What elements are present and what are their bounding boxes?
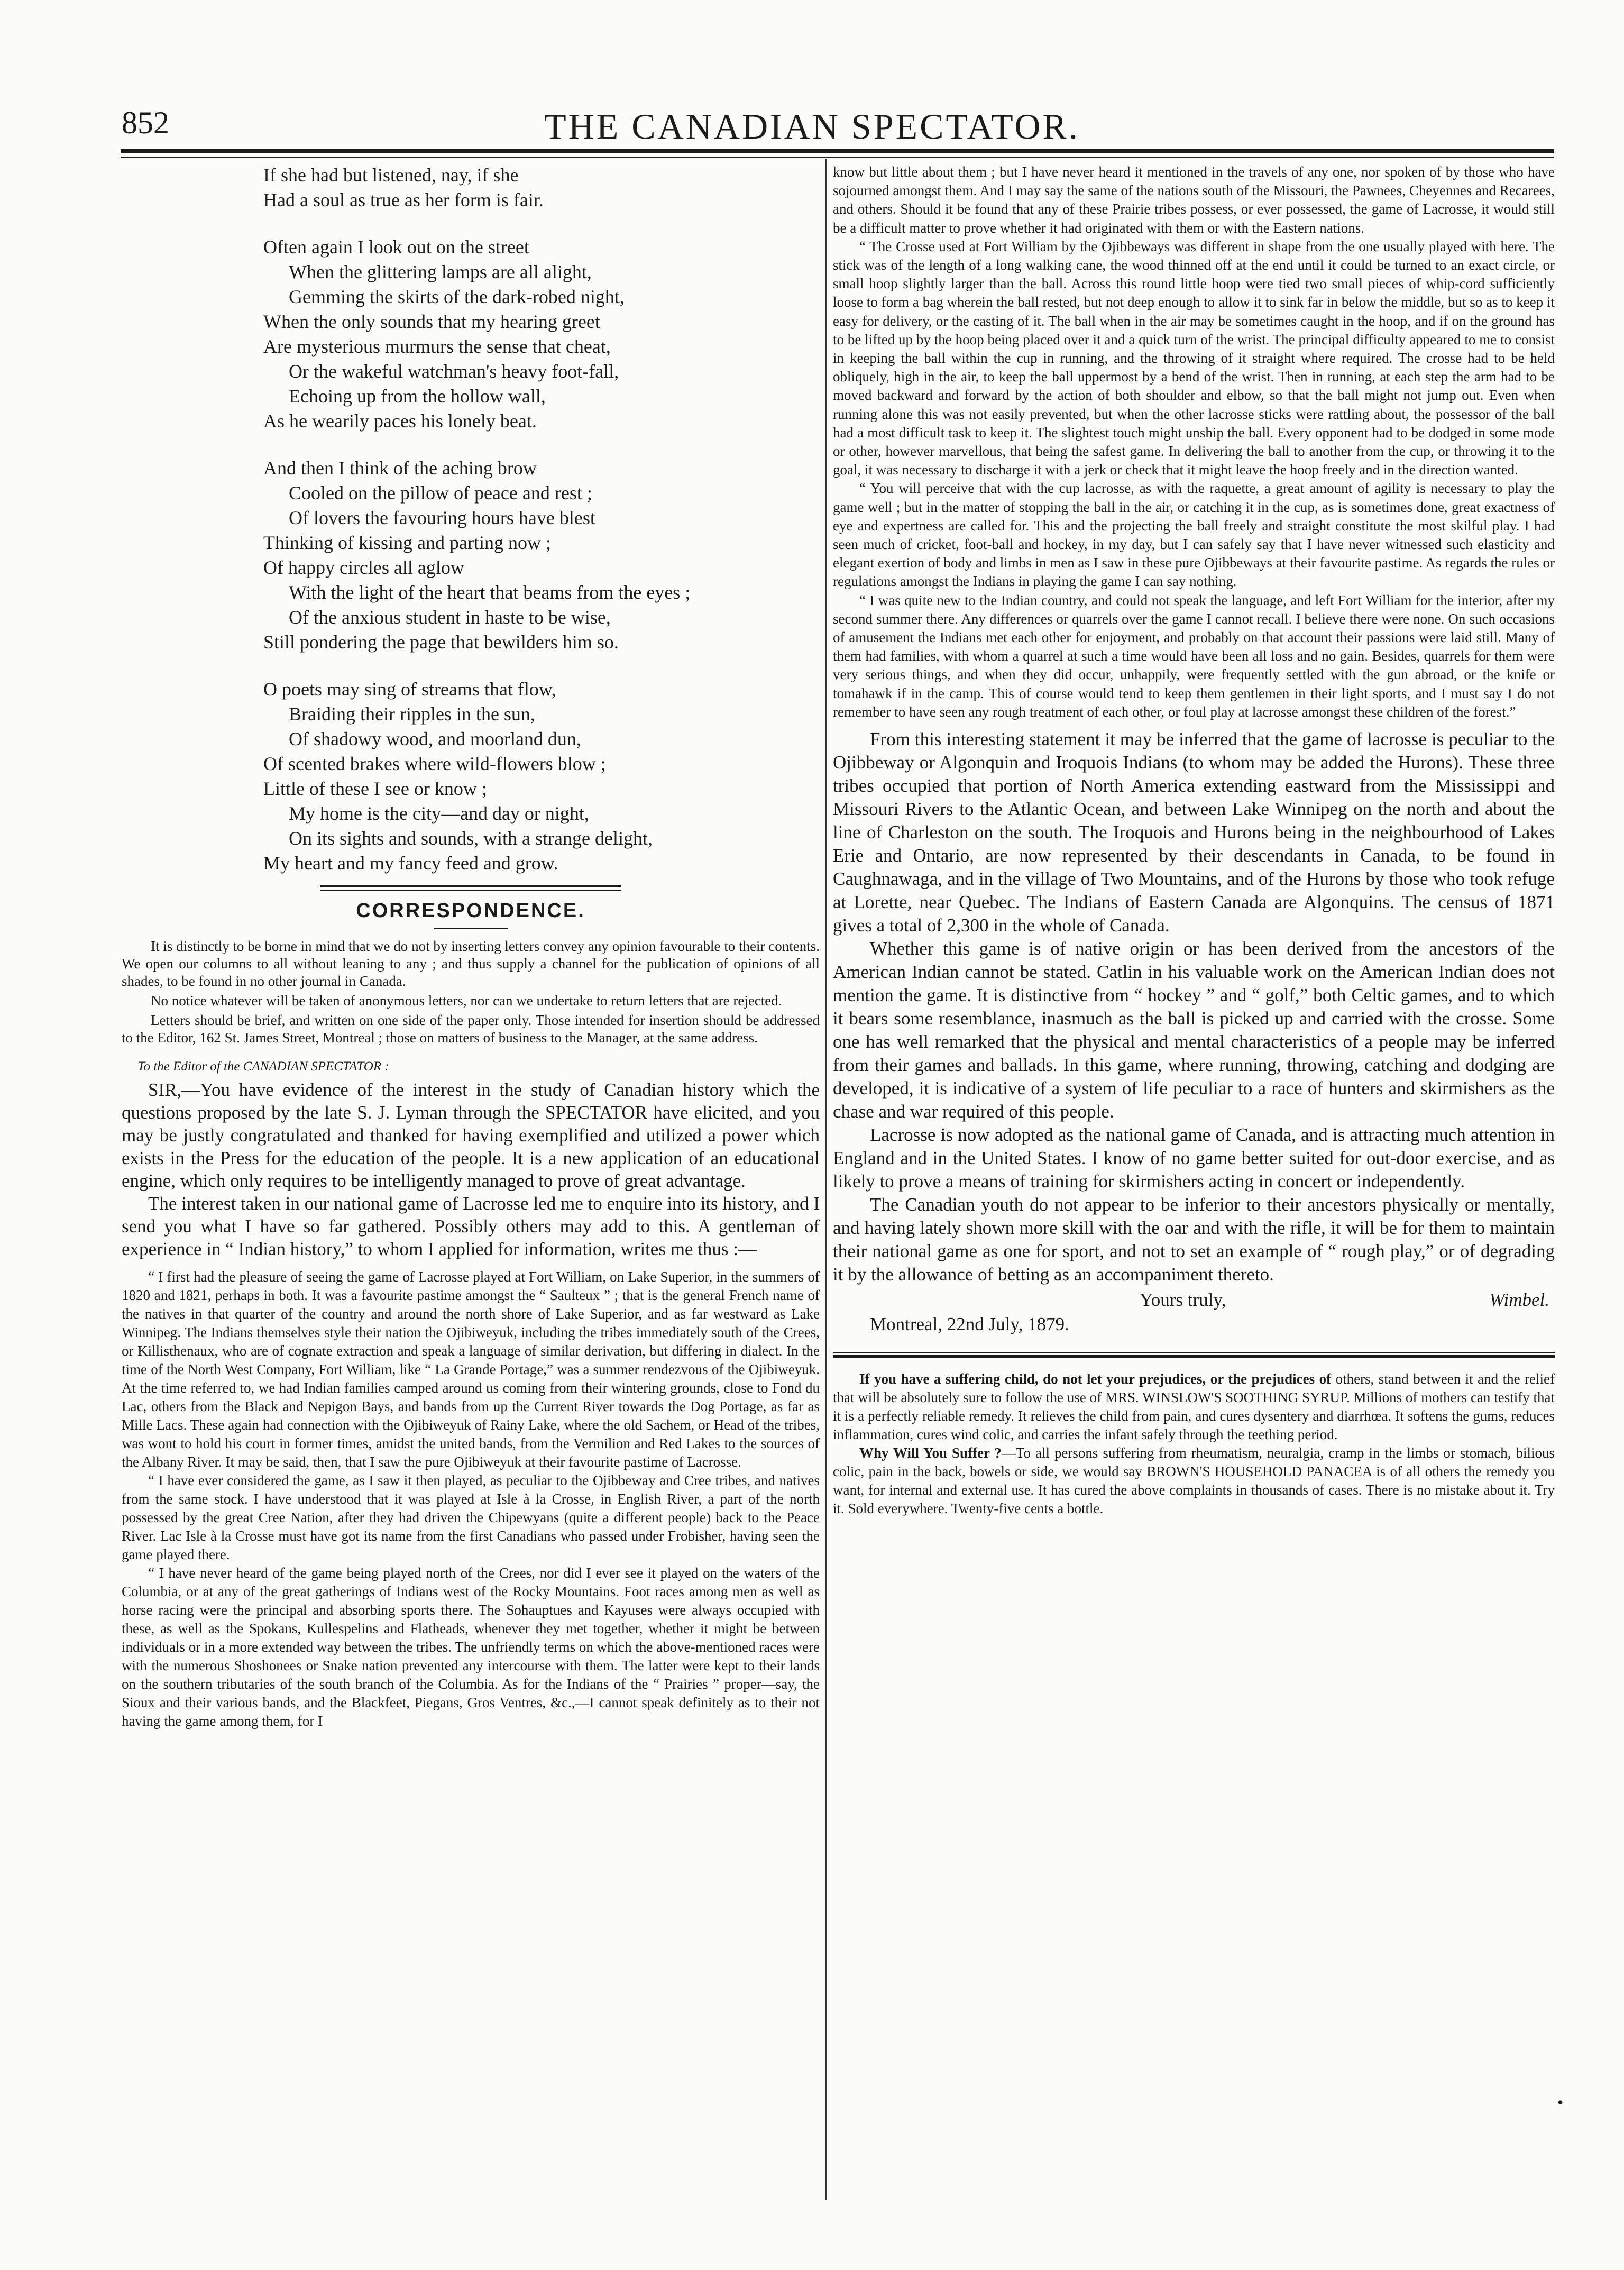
poem-line: Little of these I see or know ;: [263, 778, 487, 799]
poem-line: When the glittering lamps are all alight,: [289, 261, 592, 282]
quoted-paragraph: “ I was quite new to the Indian country, and could not speak the language, and left Fort William for the interior, after my second summer there. Any differences or quarrels over the game I cannot recall. I believe there were none. On such occasions of amusement the Indians met each other for enjoyment, and probably on that account their passions were laid still. Many of them had families, with whom a quarrel at such a time would have been all loss and no gain. Besides, quarrels for them were very serious things, and when they did occur, unhappily, were frequently settled with the gun abroad, or the knife or tomahawk if in the camp. This of course would tend to keep them gentlemen in their light sports, and I must say I do not remember to have seen any rough treatment of each other, or foul play at lacrosse amongst these children of the forest.”: [833, 592, 1555, 720]
poem-line: When the only sounds that my hearing greet: [263, 311, 600, 332]
poem-line: Of scented brakes where wild-flowers blow ;: [263, 753, 606, 774]
poem-line: And then I think of the aching brow: [263, 457, 537, 479]
section-rule: [320, 885, 621, 887]
section-rule: [320, 890, 621, 891]
poem-line: Of shadowy wood, and moorland dun,: [289, 728, 581, 749]
letter-paragraph: Lacrosse is now adopted as the national game of Canada, and is attracting much attention in England and in the United States. I know of no game better suited for out-door exercise, and as likely to prove a means of training for skirmishers acting in concert or independently.: [833, 1124, 1555, 1192]
letter-paragraph: The interest taken in our national game of Lacrosse led me to enquire into its history, and I send you what I have so far gathered. Possibly others may add to this. A gentleman of experience in “ Indian history,” to whom I applied for information, writes me thus :—: [122, 1193, 820, 1259]
advert-rule-thick: [833, 1355, 1555, 1358]
poem-line: With the light of the heart that beams from the eyes ;: [289, 582, 691, 603]
poem-line: Still pondering the page that bewilders him so.: [263, 631, 619, 653]
poem-line: My home is the city—and day or night,: [289, 803, 589, 824]
editorial-notice: Letters should be brief, and written on one side of the paper only. Those intended for insertion should be addressed to the Editor, 162 St. James Street, Montreal ; those on matters of business to the Manager, at the same address.: [122, 1012, 820, 1046]
poem-stanza: [263, 163, 820, 213]
title-underline: [434, 928, 508, 929]
letter-paragraph: From this interesting statement it may be inferred that the game of lacrosse is peculiar to the Ojibbeway or Algonquin and Iroquois Indians (to whom may be added the Hurons). These three tribes occupied that portion of North America extending eastward from the Mississippi and Missouri Rivers to the Atlantic Ocean, and between Lake Winnipeg on the north and about the line of Charleston on the south. The Iroquois and Hurons being in the neighbourhood of Lakes Erie and Ontario, are now represented by their descendants in Canada, to be found in Caughnawaga, and in the village of Two Mountains, and of the Hurons by those who took refuge at Lorette, near Quebec. The Indians of Eastern Canada are Algonquins. The census of 1871 gives a total of 2,300 in the whole of Canada.: [833, 729, 1555, 936]
poem-line: If she had but listened, nay, if she: [263, 164, 519, 186]
header-rule-thin: [121, 157, 1554, 158]
poem-line: O poets may sing of streams that flow,: [263, 679, 556, 700]
letter-paragraph: Whether this game is of native origin or has been derived from the ancestors of the American Indian cannot be stated. Catlin in his valuable work on the American Indian does not mention the game. It is distinctive from “ hockey ” and “ golf,” both Celtic games, and to which it bears some resemblance, inasmuch as the ball is picked up and carried with the crosse. Some one has well remarked that the physical and mental characteristics of a people may be inferred from their games and ballads. In this game, where running, throwing, catching and dodging are developed, it is indicative of a system of life peculiar to a race of hunters and skirmishers as the chase and war required of this people.: [833, 938, 1555, 1122]
header-rule-thick: [121, 149, 1554, 153]
letter-paragraph: The Canadian youth do not appear to be inferior to their ancestors physically or mentally, and having lately shown more skill with the oar and with the rifle, it will be for them to maintain their national game as one for sport, and not to set an example of “ rough play,” or of degrading it by the allowance of betting as an accompaniment thereto.: [833, 1194, 1555, 1285]
quoted-paragraph: “ I have ever considered the game, as I saw it then played, as peculiar to the Ojibbeway and Cree tribes, and natives from the same stock. I have understood that it was played at Isle à la Crosse, in English River, a part of the north possessed by the great Cree Nation, after they had driven the Chipewyans (quite a different people) back to the Peace River. Lac Isle à la Crosse must have got its name from the first Canadians who passed under Frobisher, having seen the game played there.: [122, 1472, 820, 1562]
poem-line: Of happy circles all aglow: [263, 557, 464, 578]
poem-line: Often again I look out on the street: [263, 236, 529, 258]
advert-lead: Why Will You Suffer ?: [859, 1445, 1002, 1461]
poem-line: My heart and my fancy feed and grow.: [263, 853, 558, 874]
editorial-notice: No notice whatever will be taken of anonymous letters, nor can we undertake to return letters that are rejected.: [151, 993, 782, 1009]
advert-lead: If you have a suffering child, do not let your prejudices, or the prejudices of: [859, 1371, 1332, 1387]
poem-line: Had a soul as true as her form is fair.: [263, 189, 544, 210]
poem-line: As he wearily paces his lonely beat.: [263, 410, 537, 432]
quoted-paragraph: know but little about them ; but I have never heard it mentioned in the travels of any one, nor spoken of by those who have sojourned amongst them. And I may say the same of the nations south of the Missouri, the Pawnees, Cheyennes and Recarees, and others. Should it be found that any of these Prairie tribes possess, or ever possessed, the game of Lacrosse, it would still be a difficult matter to prove whether it had originated with them or with the Eastern nations.: [833, 164, 1555, 236]
poem-line: Echoing up from the hollow wall,: [289, 386, 546, 407]
poem-stanza: [263, 456, 820, 655]
letter-closing: [833, 1288, 1555, 1339]
quoted-paragraph: “ The Crosse used at Fort William by the Ojibbeways was different in shape from the one usually played with here. The stick was of the length of a long walking cane, the wood thinned off at the end until it could be turned to an exact circle, or small hoop slightly larger than the ball. Across this round little hoop were tied two small pieces of whip-cord sufficiently loose to form a bag wherein the ball rested, but not deep enough to allow it to sink far in below the middle, but so as to keep it easy for delivery, or the casting of it. The ball when in the air may be sometimes caught in the hoop, and if on the ground has to be lifted up by the hoop being placed over it and a quick turn of the wrist. The principal difficulty appeared to me to consist in keeping the ball within the cup in running, and the throwing of it straight where required. The crosse had to be held obliquely, high in the air, to keep the ball uppermost by a bend of the wrist. Then in running, at each step the arm had to be moved backward and forward by the action of both shoulder and elbow, so that the ball might not jump out. Even when running alone this was not easily prevented, but when the other lacrosse sticks were rattling about, the possessor of the ball had a most difficult task to keep it. The slightest touch might unship the ball. Every opponent had to be dodged in some mode or other, however marvellous, that being the safest game. In delivering the ball to another from the cup, or throwing it to the goal, it was necessary to discharge it with a jerk or check that it might leave the hoop freely and in the direction wanted.: [833, 238, 1555, 478]
letter-salutation: To the Editor of the CANADIAN SPECTATOR :: [137, 1059, 389, 1074]
poem-line: Cooled on the pillow of peace and rest ;: [289, 482, 592, 504]
advert-body: —To all persons suffering from rheumatism, neuralgia, cramp in the limbs or stomach, bilious colic, pain in the back, bowels or side, we would say BROWN'S HOUSEHOLD PANACEA is of all others the remedy you want, for internal and external use. It has cured the above complaints in thousands of cases. There is no mistake about it. Try it. Sold everywhere. Twenty-five cents a bottle.: [833, 1445, 1555, 1517]
left-column: [122, 163, 820, 1731]
advert-rule: [833, 1352, 1555, 1353]
poem-stanza: [263, 235, 820, 434]
poem-line: Of lovers the favouring hours have blest: [289, 507, 595, 528]
place-date: Montreal, 22nd July, 1879.: [870, 1314, 1069, 1335]
editorial-notice: It is distinctly to be borne in mind that we do not by inserting letters convey any opinion favourable to their contents. We open our columns to all without leaning to any ; and thus supply a channel for the publication of opinions of all shades, to be found in no other journal in Canada.: [122, 938, 820, 989]
advert-body: others, stand between it and the relief that will be absolutely sure to follow the use of MRS. WINSLOW'S SOOTHING SYRUP. Millions of mothers can testify that it is a perfectly reliable remedy. It relieves the child from pain, and cures dysentery and diarrhœa. It softens the gums, reduces inflammation, cures wind colic, and carries the infant safely through the teething period.: [833, 1371, 1555, 1443]
poem-line: Are mysterious murmurs the sense that cheat,: [263, 336, 611, 357]
margin-mark: •: [1557, 2093, 1564, 2112]
complimentary-close: Yours truly,: [1140, 1289, 1226, 1311]
poem-line: Or the wakeful watchman's heavy foot-fall,: [289, 361, 619, 382]
poem: [263, 163, 820, 876]
section-title: CORRESPONDENCE.: [356, 900, 585, 922]
quoted-paragraph: “ You will perceive that with the cup lacrosse, as with the raquette, a great amount of agility is necessary to play the game well ; but in the matter of stopping the ball in the air, or catching it in the cup, as is sometimes done, great exactness of eye and expertness are called for. This and the projecting the ball freely and straight constitute the most skilful play. I had seen much of cricket, foot-ball and hockey, in my day, but I can safely say that I have never witnessed such elasticity and elegant exertion of body and limbs in men as I saw in these pure Ojibbeways at their favourite pastime. As regards the rules or regulations amongst the Indians in playing the game I can say nothing.: [833, 480, 1555, 590]
poem-line: Thinking of kissing and parting now ;: [263, 532, 551, 553]
poem-line: Of the anxious student in haste to be wise,: [289, 607, 611, 628]
poem-stanza: [263, 677, 820, 876]
poem-line: On its sights and sounds, with a strange delight,: [289, 828, 653, 849]
column-divider: [825, 159, 827, 2200]
advertisement: [833, 1370, 1555, 1444]
poem-line: Gemming the skirts of the dark-robed night,: [289, 286, 625, 307]
letter-paragraph: SIR,—You have evidence of the interest in the study of Canadian history which the questions proposed by the late S. J. Lyman through the SPECTATOR have elicited, and you may be justly congratulated and thanked for having exemplified and utilized a power which exists in the Press for the education of the people. It is a new application of an educational engine, which only requires to be intelligently managed to prove of great advantage.: [122, 1079, 820, 1191]
quoted-paragraph: “ I first had the pleasure of seeing the game of Lacrosse played at Fort William, on Lake Superior, in the summers of 1820 and 1821, perhaps in both. It was a favourite pastime amongst the “ Saulteux ” ; that is the general French name of the natives in that quarter of the country and around the north shore of Lake Superior, and as far westward as Lake Winnipeg. The Indians themselves style their nation the Ojibiweyuk, including the tribes immediately south of the Crees, or Killisthenaux, who are of cognate extraction and speak a language of similar derivation, but differing in dialect. In the time of the North West Company, Fort William, like “ La Grande Portage,” was a summer rendezvous of the Ojibiweyuk. At the time referred to, we had Indian families camped around us coming from their wintering grounds, close to Fond du Lac, others from the Black and Nepigon Bays, and bands from up the Current River towards the Dog Portage, as far as Mille Lacs. These again had connection with the Ojibiweyuk of Rainy Lake, where the old Sachem, or Head of the tribes, was wont to hold his court in former times, amidst the united bands, from the Vermilion and Red Lakes to the sources of the Albany River. It may be said, then, that I saw the pure Ojibiweyuk at their favourite pastime of Lacrosse.: [122, 1269, 820, 1470]
masthead-title: THE CANADIAN SPECTATOR.: [544, 106, 1080, 147]
page-number: 852: [122, 105, 169, 140]
signature: Wimbel.: [1489, 1289, 1549, 1311]
advertisement: [833, 1444, 1555, 1518]
quoted-paragraph: “ I have never heard of the game being played north of the Crees, nor did I ever see it played on the waters of the Columbia, or at any of the great gatherings of Indians west of the Rocky Mountains. Foot races among men as well as horse racing were the principal and absorbing sports there. The Sohauptues and Kayuses were always occupied with these, as well as the Spokans, Kullespelins and Flatheads, whenever they met together, whether it might be between individuals or in a more extended way between the tribes. The unfriendly terms on which the above-mentioned races were with the numerous Shoshonees or Snake nation prevented any intercourse with them. The latter were kept to their lands on the southern tributaries of the south branch of the Columbia. As for the Indians of the “ Prairies ” proper—say, the Sioux and their various bands, and the Blackfeet, Piegans, Gros Ventres, &c.,—I cannot speak definitely as to their not having the game among them, for I: [122, 1565, 820, 1729]
right-column: [833, 163, 1555, 1518]
poem-line: Braiding their ripples in the sun,: [289, 703, 535, 725]
